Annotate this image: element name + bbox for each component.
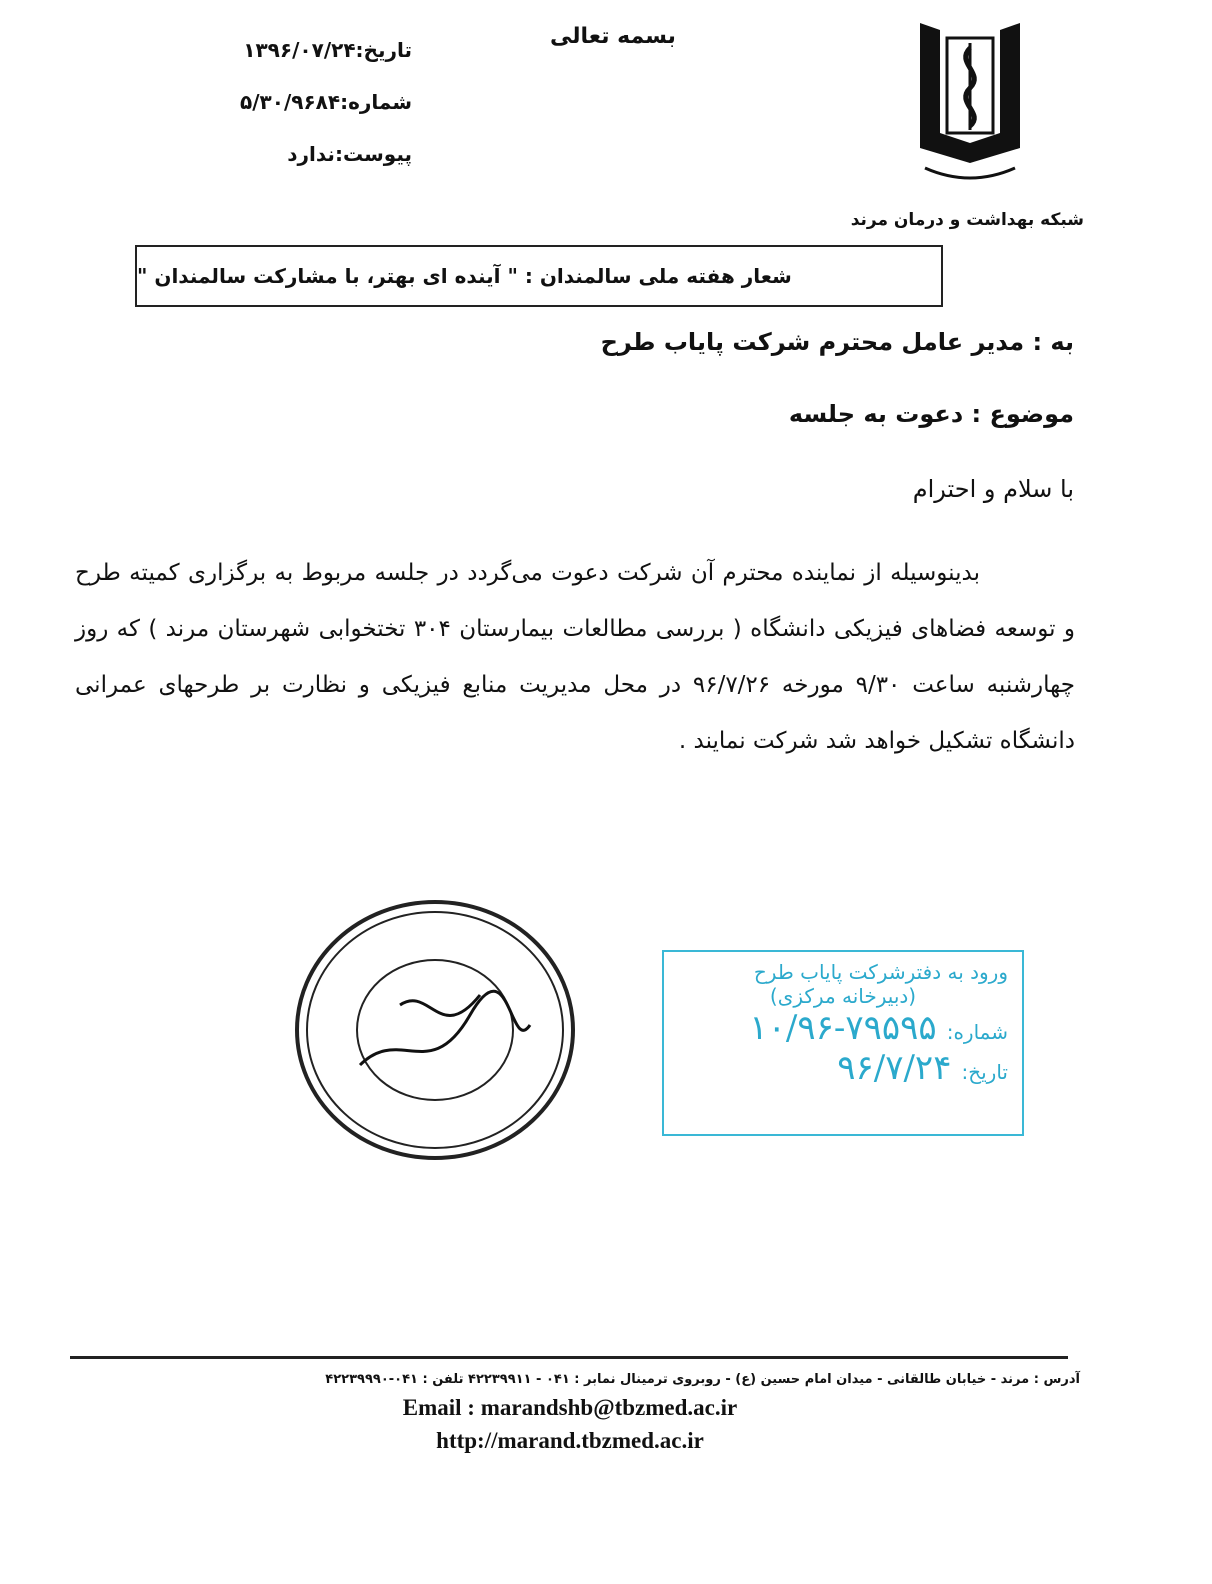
official-seal-icon (290, 895, 580, 1165)
organization-name: شبکه بهداشت و درمان مرند (850, 210, 1084, 230)
receipt-stamp (662, 950, 1024, 1136)
receipt-date-value: ۹۶/۷/۲۴ (837, 1048, 952, 1088)
letter-date: تاریخ:۱۳۹۶/۰۷/۲۴ (243, 38, 412, 62)
receipt-date-label: تاریخ: (961, 1060, 1008, 1084)
recipient-line: به : مدیر عامل محترم شرکت پایاب طرح (600, 328, 1074, 356)
university-logo-icon (905, 18, 1035, 198)
slogan-text: شعار هفته ملی سالمندان : " آینده ای بهتر، با مشارکت سالمندان " (137, 264, 792, 288)
receipt-number-value: ۱۰/۹۶-۷۹۵۹۵ (749, 1008, 937, 1048)
receipt-number-label: شماره: (946, 1020, 1008, 1044)
slogan-box (135, 245, 943, 307)
receipt-subtitle: (دبیرخانه مرکزی) (769, 984, 917, 1008)
footer-address: آدرس : مرند - خیابان طالقانی - میدان امام حسین (ع) - روبروی ترمینال نمابر : ۰۴۱ - ۴۲۲۳۹۹۱۱ تلفن : ۰۴۱-۴۲۲۳۹۹۹۰ (325, 1372, 1080, 1387)
greeting: با سلام و احترام (912, 475, 1074, 503)
invocation-heading: بسمه تعالی (550, 24, 676, 49)
footer-divider (70, 1356, 1068, 1359)
subject-line: موضوع : دعوت به جلسه (788, 400, 1074, 428)
letter-body: بدینوسیله از نماینده محترم آن شرکت دعوت می‌گردد در جلسه مربوط به برگزاری کمیته طرح و توسعه فضاهای فیزیکی دانشگاه ( بررسی مطالعات بیمارستان ۳۰۴ تختخوابی شهرستان مرند ) که روز چهارشنبه ساعت ۹/۳۰ مورخه ۹۶/۷/۲۶ در محل مدیریت منابع فیزیکی و نظارت بر طرحهای عمرانی دانشگاه تشکیل خواهد شد شرکت نمایند . (75, 560, 1075, 754)
footer-website: http://marand.tbzmed.ac.ir (436, 1428, 704, 1453)
footer-email: Email : marandshb@tbzmed.ac.ir (402, 1395, 738, 1420)
letter-attachment: پیوست:ندارد (287, 142, 412, 166)
letter-number: شماره:۵/۳۰/۹۶۸۴ (240, 90, 412, 114)
receipt-title: ورود به دفترشرکت پایاب طرح (753, 960, 1008, 984)
